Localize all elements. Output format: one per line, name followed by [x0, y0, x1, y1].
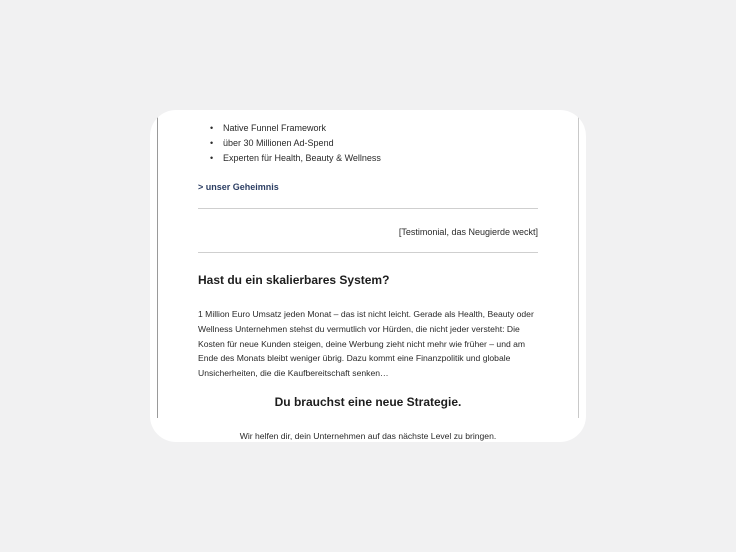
divider	[198, 208, 538, 209]
cut-off-text: Wir helfen dir, dein Unternehmen auf das nächste Level zu bringen.	[239, 431, 497, 441]
bullet-icon: •	[210, 153, 214, 163]
list-item	[198, 151, 538, 166]
feature-list	[198, 121, 538, 166]
testimonial-placeholder: [Testimonial, das Neugierde weckt]	[398, 227, 538, 237]
body-paragraph: 1 Million Euro Umsatz jeden Monat – das ist nicht leicht. Gerade als Health, Beauty oder Wellness Unternehmen stehst du vermutlich vor Hürden, die nicht jeder versteht: Die Kosten für neue Kunden steigen, deine Werbung zieht nicht mehr wie früher – und am Ende des Monats bleibt weniger übrig. Dazu kommt eine Finanzpolitik und globale Unsicherheiten, die die Kaufbereitschaft senken…	[198, 309, 534, 379]
document-border-right	[578, 110, 579, 418]
list-item-text: Experten für Health, Beauty & Wellness	[223, 153, 381, 163]
document-border-left	[157, 110, 158, 418]
email-preview-card	[150, 110, 586, 442]
bullet-icon: •	[210, 138, 214, 148]
strategy-heading: Du brauchst eine neue Strategie.	[274, 395, 462, 409]
section-heading: Hast du ein skalierbares System?	[198, 273, 390, 287]
divider	[198, 252, 538, 253]
list-item-text: über 30 Millionen Ad-Spend	[223, 138, 334, 148]
bullet-icon: •	[210, 123, 214, 133]
list-item	[198, 121, 538, 136]
secret-link[interactable]: > unser Geheimnis	[198, 182, 279, 192]
list-item	[198, 136, 538, 151]
list-item-text: Native Funnel Framework	[223, 123, 327, 133]
